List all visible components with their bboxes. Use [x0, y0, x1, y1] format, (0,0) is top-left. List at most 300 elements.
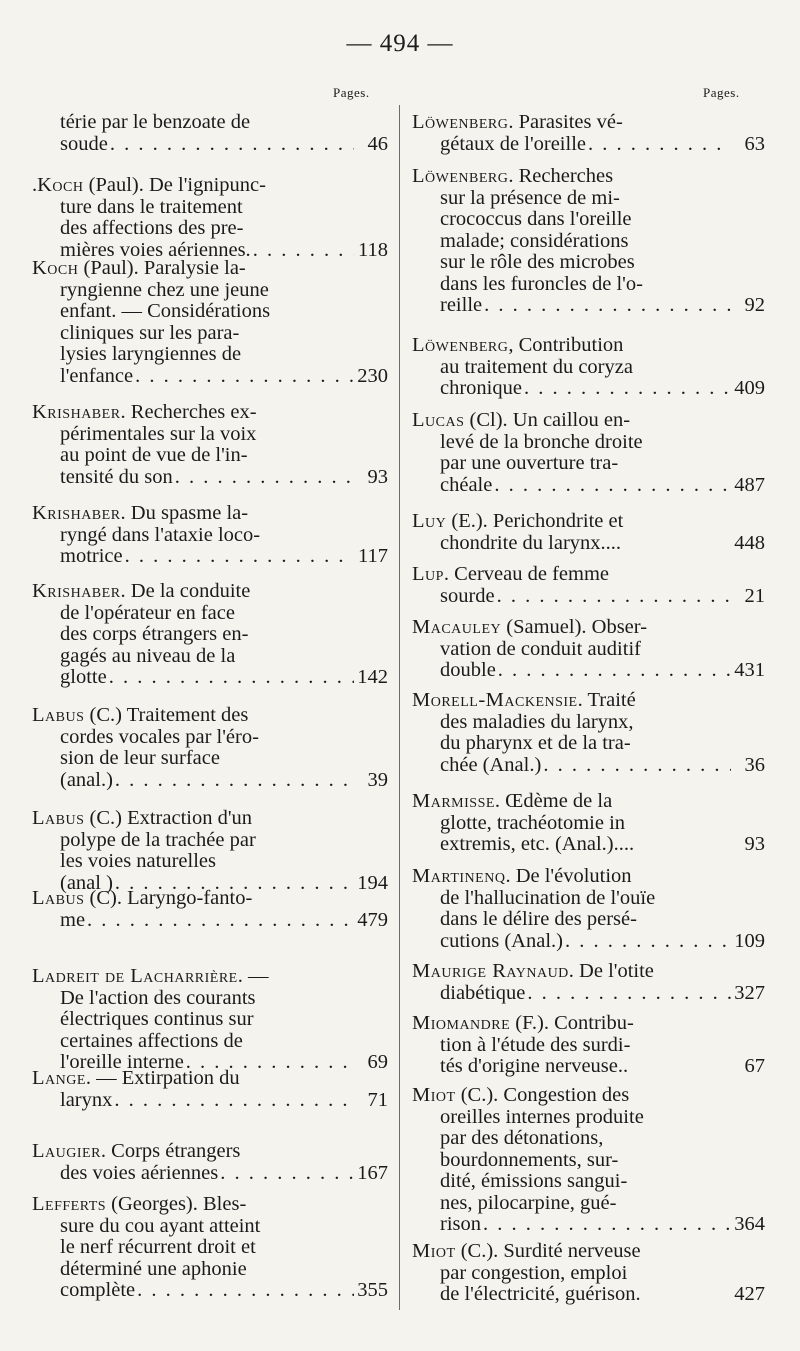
entry-line [30, 112, 388, 134]
dot-leader [497, 586, 731, 608]
entry-line [410, 231, 765, 253]
author-name: Marmisse [412, 791, 495, 812]
index-entry [410, 564, 765, 607]
entry-text: sion de leur surface [60, 748, 220, 769]
entry-line [410, 983, 765, 1005]
entry-text: (Georges). Bles- [106, 1194, 247, 1215]
entry-text: levé de la bronche droite [440, 431, 643, 453]
index-entry [410, 617, 765, 682]
entry-line-text [440, 1056, 628, 1078]
entry-text: lysies laryngiennes de [60, 344, 242, 365]
dot-leader [484, 295, 731, 317]
author-name: Labus [32, 888, 85, 909]
entry-line [30, 1141, 388, 1163]
index-entry [30, 1068, 388, 1111]
entry-text: térie par le benzoate de [60, 112, 251, 133]
entry-text: des corps étrangers en- [60, 624, 249, 645]
author-name: Labus [32, 808, 85, 829]
pages-label-right: Pages. [703, 85, 740, 100]
entry-line [30, 966, 388, 988]
entry-text: (C.) Traitement des [84, 705, 249, 726]
entry-text: vation de conduit auditif [440, 638, 641, 660]
entry-line [410, 112, 765, 134]
entry-text: . Traité [577, 690, 636, 711]
column-divider [399, 105, 400, 1310]
entry-line [410, 166, 765, 188]
entry-text: double [440, 660, 496, 681]
entry-text: (C.) Extraction d'un [84, 808, 253, 829]
index-entry [410, 166, 765, 317]
entry-line [410, 1284, 765, 1306]
entry-line [30, 770, 388, 792]
entry-text: (C.). Surdité nerveuse [455, 1241, 641, 1262]
entry-text: extremis, etc. (Anal.).... [440, 834, 635, 855]
entry-text: l'enfance [60, 365, 134, 387]
entry-text: glotte [60, 667, 107, 688]
entry-text: larynx [60, 1089, 113, 1111]
page-reference: 479 [357, 909, 388, 931]
entry-line [410, 791, 765, 813]
entry-text: certaines affections de [60, 1030, 243, 1052]
entry-text: par des détonations, [440, 1128, 604, 1149]
entry-line [30, 175, 388, 197]
entry-text: malade; considérations [440, 230, 629, 252]
entry-text: de l'hallucination de l'ouïe [440, 887, 656, 909]
entry-line-text [440, 755, 541, 777]
entry-text: . Recherches ex- [120, 402, 257, 423]
entry-line [410, 755, 765, 777]
page-reference: 409 [734, 378, 765, 399]
entry-line [30, 1163, 388, 1185]
entry-line [30, 1009, 388, 1031]
entry-line [410, 1035, 765, 1057]
entry-line [410, 1150, 765, 1172]
entry-text: reille [440, 295, 483, 316]
author-name: Miot [412, 1085, 456, 1106]
entry-text: gétaux de l'oreille [440, 133, 586, 155]
entry-line [30, 830, 388, 852]
index-entry [30, 503, 388, 568]
entry-line-text [60, 134, 108, 156]
page-number: — 494 — [346, 30, 454, 57]
entry-text: ryngienne chez une jeune [60, 279, 269, 301]
entry-line-text [60, 1090, 112, 1112]
entry-line [410, 909, 765, 931]
page-reference: 67 [744, 1056, 765, 1077]
entry-text: . — [237, 966, 269, 987]
entry-line [30, 280, 388, 302]
entry-line-text [440, 834, 634, 856]
entry-text: de l'électricité, guérison. [440, 1284, 641, 1305]
entry-line-text [60, 667, 107, 689]
author-name: Krishaber [32, 581, 121, 602]
page-reference: 142 [357, 667, 388, 688]
entry-line [410, 1056, 765, 1078]
entry-text: bourdonnements, sur- [440, 1149, 619, 1171]
index-entry [410, 511, 765, 554]
entry-line [410, 1085, 765, 1107]
entry-text: enfant. — Considérations [60, 301, 271, 322]
author-name: Martinenq [412, 866, 506, 887]
entry-line-text [440, 295, 482, 317]
dot-leader [527, 983, 731, 1005]
entry-text: sur la présence de mi- [440, 187, 620, 209]
index-entry [410, 1241, 765, 1306]
page-reference: 69 [367, 1052, 388, 1073]
entry-line-text [60, 910, 85, 932]
entry-text: oreilles internes produite [440, 1106, 644, 1128]
index-entry [410, 410, 765, 496]
entry-line [410, 888, 765, 910]
entry-text: des affections des pre- [60, 218, 244, 239]
page-reference: 230 [357, 365, 388, 387]
entry-line-text [60, 546, 123, 568]
entry-line [30, 646, 388, 668]
dot-leader [137, 1280, 354, 1302]
entry-line [410, 1263, 765, 1285]
entry-text: , Contribution [508, 335, 624, 356]
page-reference: 46 [367, 133, 388, 155]
page-reference: 364 [734, 1214, 765, 1235]
entry-text: ture dans le traitement [60, 196, 243, 218]
entry-line [410, 274, 765, 296]
entry-line [410, 209, 765, 231]
author-name: Morell-Mackensie [412, 690, 578, 711]
entry-text: le nerf récurrent droit et [60, 1237, 256, 1258]
entry-text: crococcus dans l'oreille [440, 209, 632, 230]
entry-line [30, 888, 388, 910]
entry-text: (anal.) [60, 769, 113, 791]
index-entry [30, 888, 388, 931]
author-name: Löwenberg [412, 112, 509, 133]
entry-line [410, 834, 765, 856]
entry-line [410, 252, 765, 274]
index-entry [30, 175, 388, 261]
author-name: Löwenberg [412, 335, 509, 356]
page-reference: 487 [734, 474, 765, 496]
entry-line [410, 931, 765, 953]
entry-text: cliniques sur les para- [60, 322, 240, 344]
entry-line [30, 366, 388, 388]
entry-line [410, 453, 765, 475]
entry-text: . Cerveau de femme [443, 564, 609, 585]
page-reference: 427 [734, 1284, 765, 1305]
page-reference: 71 [367, 1089, 388, 1111]
dot-leader [483, 1214, 731, 1236]
entry-line [410, 1128, 765, 1150]
entry-text: nes, pilocarpine, gué- [440, 1192, 617, 1214]
entry-text: périmentales sur la voix [60, 423, 257, 445]
page-reference: 167 [357, 1162, 388, 1184]
entry-line [410, 586, 765, 608]
entry-text: . — Extirpation du [85, 1068, 240, 1089]
page-reference: 93 [367, 466, 388, 488]
entry-line [410, 533, 765, 555]
dot-leader [109, 667, 354, 689]
author-name: Lange [32, 1068, 86, 1089]
entry-line [30, 1194, 388, 1216]
entry-text: . De la conduite [120, 581, 251, 602]
entry-line [30, 218, 388, 240]
entry-text: . Œdème de la [494, 791, 613, 812]
dot-leader [175, 467, 354, 489]
entry-text: ryngé dans l'ataxie loco- [60, 524, 261, 546]
entry-line-text [60, 1163, 218, 1185]
entry-line [30, 910, 388, 932]
entry-line [410, 660, 765, 682]
entry-text: me [60, 909, 86, 931]
entry-line [410, 134, 765, 156]
entry-line [30, 258, 388, 280]
entry-line-text [60, 770, 113, 792]
page-reference: 355 [357, 1280, 388, 1301]
pages-label-left: Pages. [333, 85, 370, 100]
entry-text: sure du cou ayant atteint [60, 1215, 261, 1237]
entry-text: . Du spasme la- [120, 503, 249, 524]
dot-leader [524, 378, 731, 400]
entry-text: chronique [440, 378, 522, 399]
page-reference: 93 [744, 834, 765, 855]
entry-text: . Parasites vé- [508, 112, 623, 133]
entry-line [30, 667, 388, 689]
entry-text: du pharynx et de la tra- [440, 733, 631, 754]
entry-line [410, 1241, 765, 1263]
author-name: Miomandre [412, 1013, 511, 1034]
entry-text: De l'action des courants [60, 987, 256, 1009]
entry-line [410, 1107, 765, 1129]
entry-text: gagés au niveau de la [60, 645, 236, 667]
entry-line [30, 344, 388, 366]
dot-leader [498, 660, 731, 682]
entry-text: dans le délire des persé- [440, 909, 637, 930]
entry-line [410, 357, 765, 379]
dot-leader [115, 770, 354, 792]
dot-leader [135, 366, 354, 388]
author-name: Laugier [32, 1141, 101, 1162]
entry-line [30, 197, 388, 219]
entry-line [30, 1068, 388, 1090]
entry-text: sourde [440, 585, 495, 607]
entry-line [410, 564, 765, 586]
entry-line [30, 445, 388, 467]
entry-line [410, 378, 765, 400]
dot-leader [565, 931, 731, 953]
entry-text: dité, émissions sangui- [440, 1171, 628, 1192]
entry-line-text [440, 475, 492, 497]
index-entry [30, 966, 388, 1074]
entry-line-text [440, 134, 586, 156]
entry-line [410, 712, 765, 734]
dot-leader [494, 475, 731, 497]
entry-text: chondrite du larynx.... [440, 532, 622, 554]
entry-text: électriques continus sur [60, 1009, 254, 1030]
entry-text: polype de la trachée par [60, 829, 256, 851]
entry-text: cordes vocales par l'éro- [60, 726, 259, 748]
entry-line [30, 467, 388, 489]
entry-text: (C). Laryngo-fanto- [84, 888, 253, 909]
entry-text: les voies naturelles [60, 851, 216, 872]
author-name: Koch [37, 175, 84, 196]
entry-line [30, 581, 388, 603]
entry-text: (C.). Congestion des [455, 1085, 630, 1106]
entry-text: des maladies du larynx, [440, 711, 634, 733]
author-name: Luy [412, 511, 447, 532]
entry-line [410, 1171, 765, 1193]
author-name: Löwenberg [412, 166, 509, 187]
entry-line [30, 851, 388, 873]
entry-text: (Paul). Paralysie la- [78, 258, 246, 279]
author-name: Miot [412, 1241, 456, 1262]
entry-line-text [440, 983, 525, 1005]
entry-text: des voies aériennes [60, 1162, 219, 1184]
entry-line [30, 503, 388, 525]
entry-line [410, 813, 765, 835]
entry-text: par une ouverture tra- [440, 453, 619, 474]
dot-leader [114, 1090, 354, 1112]
index-entry [30, 1194, 388, 1302]
entry-text: sur le rôle des microbes [440, 252, 635, 273]
page-reference: 327 [734, 982, 765, 1004]
entry-line [410, 335, 765, 357]
index-entry [410, 791, 765, 856]
entry-line [30, 808, 388, 830]
dot-leader [588, 134, 731, 156]
entry-line-text [440, 1284, 641, 1306]
page-reference: 92 [744, 295, 765, 316]
entry-text: (Paul). De l'ignipunc- [83, 175, 266, 196]
entry-line [30, 134, 388, 156]
entry-line [30, 424, 388, 446]
entry-line [30, 301, 388, 323]
entry-line [30, 546, 388, 568]
entry-text: (Samuel). Obser- [501, 617, 648, 638]
entry-line [30, 988, 388, 1010]
entry-text: (F.). Contribu- [510, 1013, 634, 1034]
entry-text: chée (Anal.) [440, 754, 542, 776]
page-reference: 118 [358, 239, 388, 261]
entry-text: l'oreille interne [60, 1052, 184, 1073]
entry-line [410, 410, 765, 432]
entry-line [30, 748, 388, 770]
index-entry [410, 112, 765, 155]
entry-text: motrice [60, 546, 123, 567]
entry-text: chéale [440, 474, 493, 496]
entry-line [410, 188, 765, 210]
entry-line [30, 1280, 388, 1302]
index-entry [30, 705, 388, 791]
entry-text: cutions (Anal.) [440, 930, 563, 952]
entry-text: tion à l'étude des surdi- [440, 1034, 631, 1056]
entry-line [410, 1214, 765, 1236]
entry-text: de l'opérateur en face [60, 602, 235, 624]
page-reference: 431 [734, 660, 765, 681]
entry-line [30, 727, 388, 749]
entry-line-text [440, 586, 495, 608]
page-reference: 39 [367, 769, 388, 791]
page-reference: 109 [734, 930, 765, 952]
entry-text: soude [60, 133, 108, 155]
entry-line [410, 639, 765, 661]
entry-text: par congestion, emploi [440, 1262, 628, 1284]
index-entry [30, 402, 388, 488]
entry-text: tensité du son [60, 466, 173, 488]
entry-line [410, 1193, 765, 1215]
entry-text: glotte, trachéotomie in [440, 812, 626, 834]
entry-text: . De l'évolution [505, 866, 632, 887]
index-entry [30, 258, 388, 387]
entry-line [410, 1013, 765, 1035]
dot-leader [543, 755, 731, 777]
entry-text: (Cl). Un caillou en- [464, 410, 631, 431]
entry-line [410, 690, 765, 712]
author-name: Krishaber [32, 402, 121, 423]
entry-text: rison [440, 1214, 481, 1235]
index-entry [410, 335, 765, 400]
author-name: Lefferts [32, 1194, 107, 1215]
page-reference: 117 [358, 546, 388, 567]
page-reference: 21 [744, 585, 765, 607]
entry-line-text [440, 1214, 481, 1236]
entry-line [410, 617, 765, 639]
entry-text: diabétique [440, 982, 526, 1004]
author-name: Koch [32, 258, 79, 279]
entry-line [410, 432, 765, 454]
entry-line [30, 624, 388, 646]
entry-text: mières voies aériennes. [60, 239, 251, 261]
author-name: Krishaber [32, 503, 121, 524]
entry-line [30, 402, 388, 424]
entry-line [30, 1031, 388, 1053]
page-reference: 194 [357, 872, 388, 894]
dot-leader [125, 546, 354, 568]
author-name: Maurige Raynaud [412, 961, 569, 982]
entry-line [410, 866, 765, 888]
entry-line-text [60, 366, 133, 388]
page-reference: 448 [734, 532, 765, 554]
author-name: Ladreit de Lacharrière [32, 966, 238, 987]
entry-line [410, 511, 765, 533]
entry-text: dans les furoncles de l'o- [440, 273, 643, 295]
entry-line [30, 705, 388, 727]
entry-line [410, 295, 765, 317]
entry-text: complète [60, 1280, 136, 1301]
entry-text: déterminé une aphonie [60, 1258, 247, 1280]
entry-text: . De l'otite [568, 961, 654, 982]
index-entry [410, 1013, 765, 1078]
entry-line-text [60, 1280, 135, 1302]
index-entry [30, 112, 388, 155]
entry-text: (E.). Perichondrite et [446, 511, 624, 532]
entry-line-text [440, 533, 621, 555]
author-name: Lup [412, 564, 444, 585]
lead-mark: . [32, 175, 38, 196]
entry-line-text [60, 467, 173, 489]
entry-line [30, 1237, 388, 1259]
index-entry [410, 961, 765, 1004]
dot-leader [220, 1163, 354, 1185]
entry-line-text [440, 378, 522, 400]
author-name: Lucas [412, 410, 465, 431]
index-entry [30, 581, 388, 689]
entry-text: . Recherches [508, 166, 614, 187]
entry-text: au traitement du coryza [440, 356, 633, 378]
entry-text: tés d'origine nerveuse.. [440, 1056, 629, 1077]
entry-line-text [440, 660, 496, 682]
entry-text: au point de vue de l'in- [60, 445, 248, 466]
author-name: Macauley [412, 617, 502, 638]
entry-line [30, 1259, 388, 1281]
entry-line [30, 323, 388, 345]
